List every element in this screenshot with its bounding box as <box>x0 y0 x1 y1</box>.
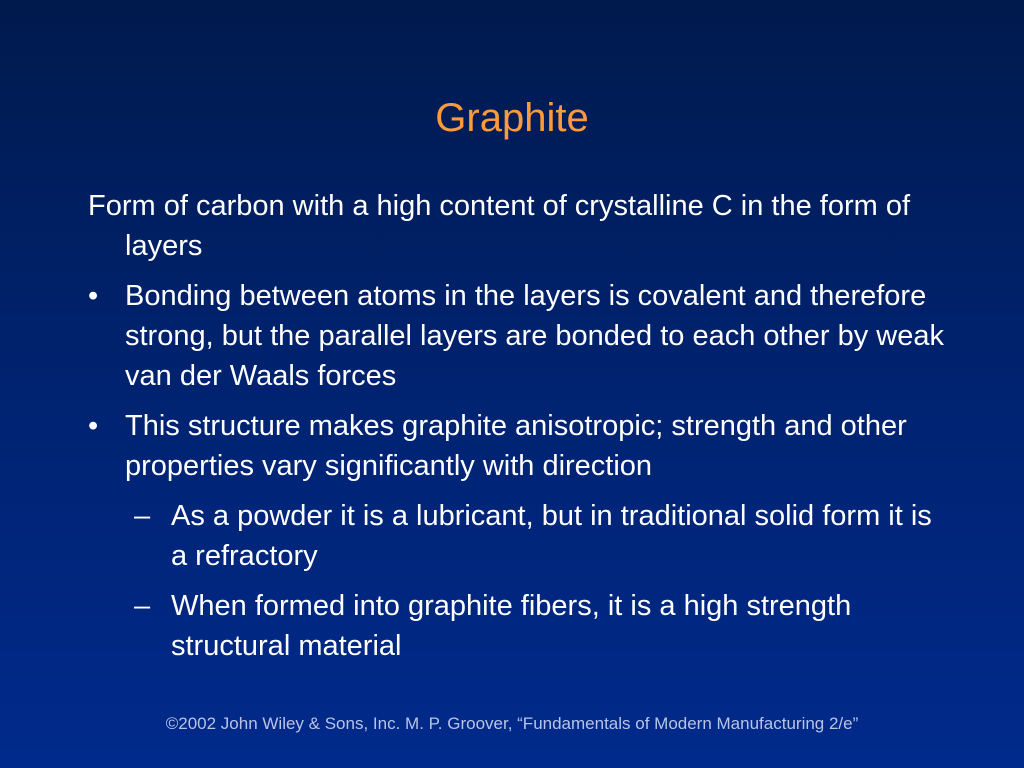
bullet-item <box>88 406 948 486</box>
sub-bullet-text: As a powder it is a lubricant, but in traditional solid form it is a refractory <box>171 500 932 572</box>
sub-bullet-text: When formed into graphite fibers, it is a high strength structural material <box>171 590 852 662</box>
bullet-marker: • <box>88 410 99 442</box>
intro-paragraph: Form of carbon with a high content of crystalline C in the form of layers <box>88 190 911 262</box>
sub-bullet-item <box>88 586 948 666</box>
bullet-item <box>88 276 948 396</box>
bullet-marker: • <box>88 280 99 312</box>
slide-title: Graphite <box>435 96 589 140</box>
bullet-text: This structure makes graphite anisotropic; strength and other properties vary significantly with direction <box>125 410 907 482</box>
sub-bullet-marker: – <box>134 500 151 532</box>
sub-bullet-marker: – <box>134 590 151 622</box>
slide-body <box>88 186 948 676</box>
bullet-text: Bonding between atoms in the layers is covalent and therefore strong, but the parallel layers are bonded to each other by weak van der Waals forces <box>125 280 944 392</box>
copyright-footer: ©2002 John Wiley & Sons, Inc. M. P. Groover, “Fundamentals of Modern Manufacturing 2/e” <box>165 714 859 733</box>
sub-bullet-item <box>88 496 948 576</box>
